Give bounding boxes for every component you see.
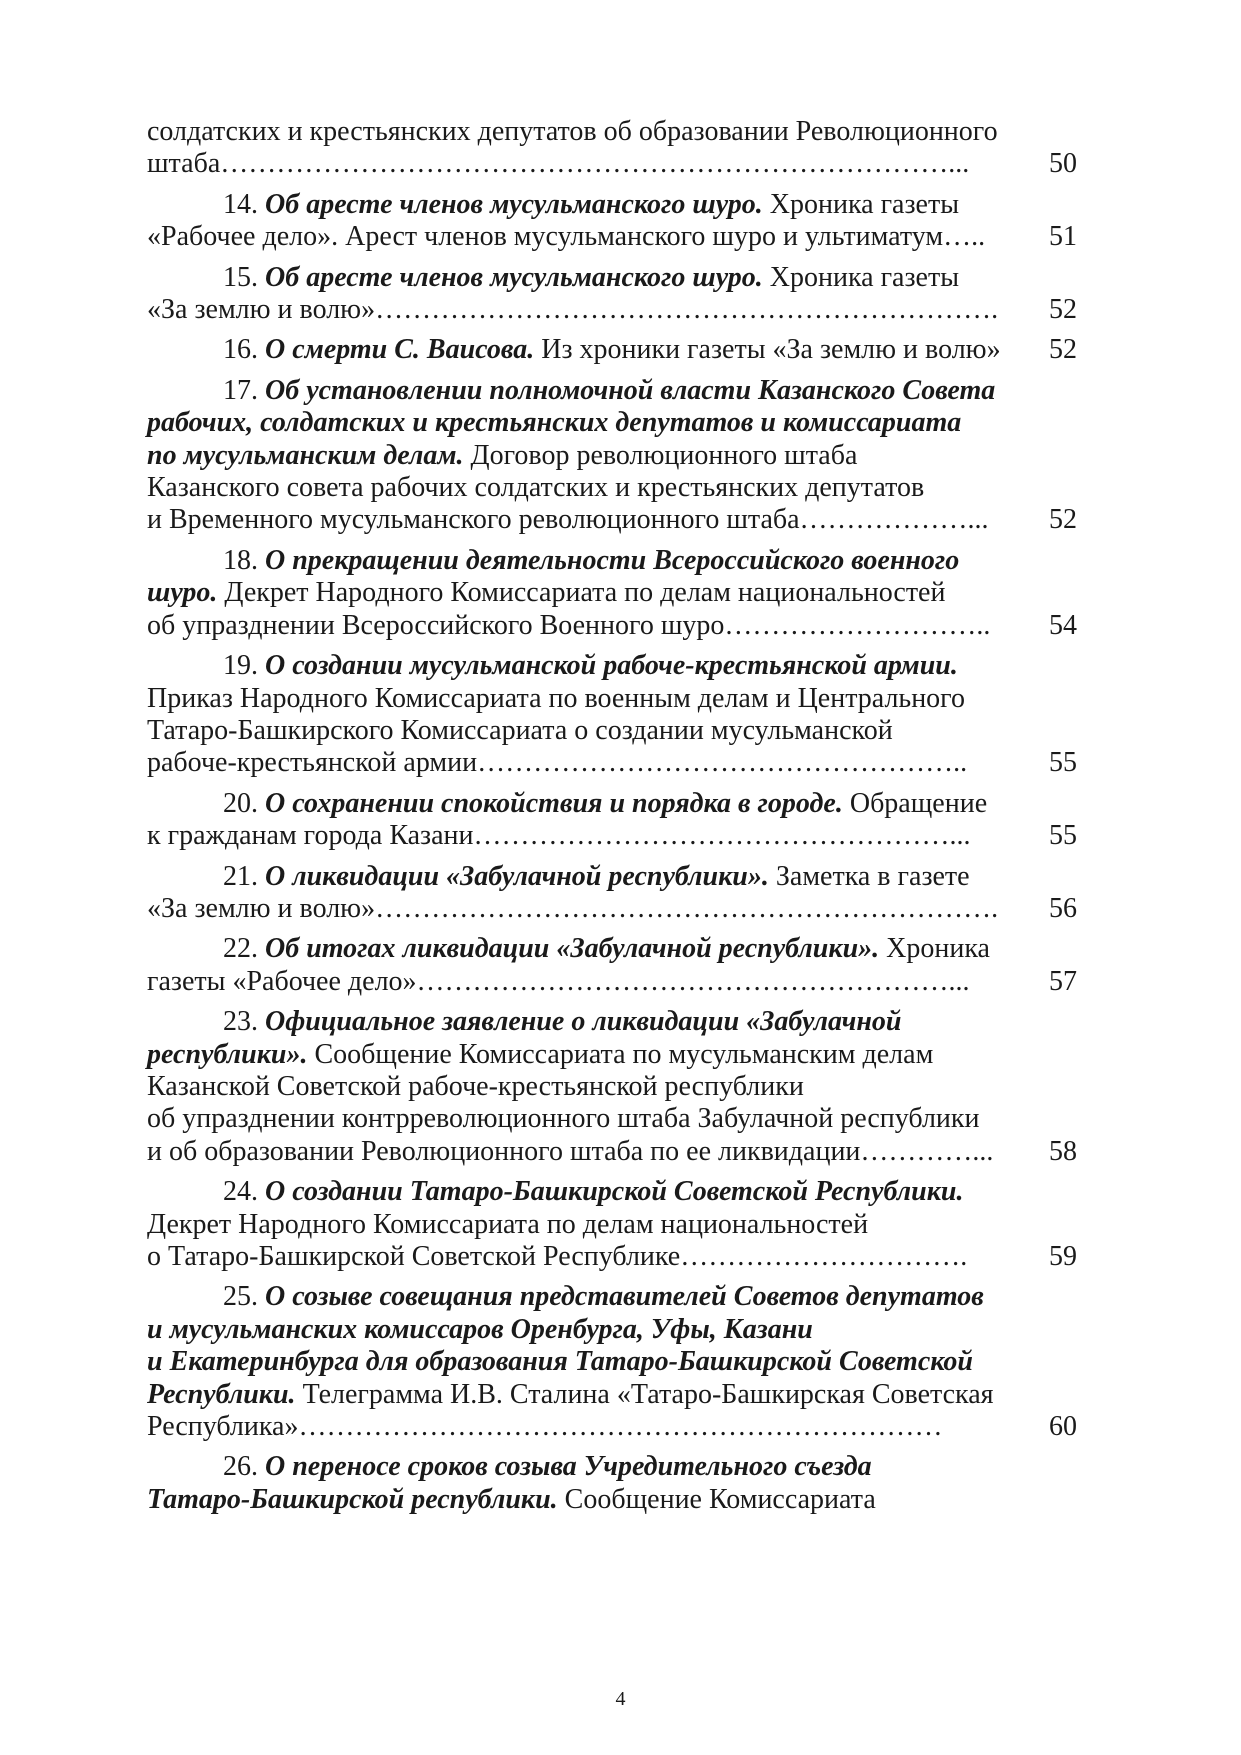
toc-entry-text (147, 1281, 1047, 1443)
toc-entry-number: 17. (223, 374, 265, 406)
toc-entry-page: 55 (1049, 747, 1077, 779)
toc-entry-number: 15. (223, 261, 265, 293)
toc-entry-page: 57 (1049, 965, 1077, 997)
toc-entry-description: Обращение к гражданам города Казани……………………………………………... (147, 787, 988, 852)
toc-entry-title: Об установлении полномочной власти Казанского Совета рабочих, солдатских и крестьянских депутатов и комиссариата по мусульманским делам. (147, 374, 996, 471)
toc-entry-text (147, 1176, 1047, 1273)
toc-entry (147, 1176, 1097, 1273)
toc-entry-page: 56 (1049, 892, 1077, 924)
toc-entry (147, 262, 1097, 327)
toc-entry-description: Из хроники газеты «За землю и волю» (534, 334, 1001, 366)
toc-entry-page: 54 (1049, 609, 1077, 641)
toc-entry-number: 22. (223, 933, 265, 965)
toc-entry-description: Хроника газеты «Рабочее дело». Арест членов мусульманского шуро и ультиматум….. (147, 188, 986, 253)
toc-entry-title: Об аресте членов мусульманского шуро. (265, 188, 763, 220)
toc-entry-title: О создании мусульманской рабоче-крестьянской армии. (265, 650, 958, 682)
toc-entry-number: 14. (223, 188, 265, 220)
toc-entry-number: 18. (223, 544, 265, 576)
toc-entry-number: 26. (223, 1451, 265, 1483)
toc-entry-number: 24. (223, 1176, 265, 1208)
toc-entry-page: 58 (1049, 1135, 1077, 1167)
toc-entry-description: солдатских и крестьянских депутатов об образовании Революционного штаба……………………………………………………………………... (147, 116, 998, 180)
toc-entry-text (147, 334, 1047, 366)
toc-entry-title: О создании Татаро-Башкирской Советской Республики. (265, 1176, 964, 1208)
toc-entry (147, 788, 1097, 853)
toc-entry-text (147, 545, 1047, 642)
toc-entry-title: О переносе сроков созыва Учредительного съезда Татаро-Башкирской республики. (147, 1451, 872, 1515)
toc-entry-text (147, 650, 1047, 780)
toc-entry (147, 650, 1097, 780)
toc-entry-page: 60 (1049, 1411, 1077, 1443)
toc-entry-page: 52 (1049, 294, 1077, 326)
toc-entry-number: 19. (223, 650, 265, 682)
toc-entry-page: 52 (1049, 504, 1077, 536)
toc-entry (147, 189, 1097, 254)
toc-entry-description: Телеграмма И.В. Сталина «Татаро-Башкирская Советская Республика»…………………………………………………………… (147, 1378, 994, 1443)
toc-entry-title: Об аресте членов мусульманского шуро. (265, 261, 763, 293)
toc-entry-text (147, 788, 1047, 853)
toc-entry-title: О прекращении деятельности Всероссийского военного шуро. (147, 544, 960, 609)
toc-entry-title: О ликвидации «Забулачной республики». (265, 860, 769, 892)
toc-entry (147, 334, 1097, 366)
toc-entry-text (147, 375, 1047, 537)
toc-entry-description: Договор революционного штаба Казанского совета рабочих солдатских и крестьянских депутатов и Временного мусульманского революционного штаба………………... (147, 439, 989, 536)
toc-entry (147, 545, 1097, 642)
toc-entry-number: 21. (223, 860, 265, 892)
toc-entry-number: 16. (223, 334, 265, 366)
toc-entry (147, 933, 1097, 998)
toc-entry-text (147, 861, 1047, 926)
toc-entry (147, 861, 1097, 926)
toc-entry (147, 375, 1097, 537)
toc-entry (147, 116, 1097, 181)
toc-entry-text (147, 1006, 1047, 1168)
toc-entry (147, 1006, 1097, 1168)
toc-entry-title: О сохранении спокойствия и порядка в городе. (265, 787, 843, 819)
toc-entry (147, 1281, 1097, 1443)
toc-entry-title: Об итогах ликвидации «Забулачной республики». (265, 933, 880, 965)
toc-entry-description: Заметка в газете «За землю и волю»…………………………………………………………. (147, 860, 999, 924)
page-number: 4 (615, 1688, 626, 1710)
toc-entry-text (147, 189, 1047, 254)
table-of-contents (147, 116, 1097, 1524)
toc-entry-description: Декрет Народного Комиссариата по делам национальностей о Татаро-Башкирской Советской Республике…………………………. (147, 1208, 968, 1272)
toc-entry-text (147, 1451, 1047, 1516)
toc-entry-text (147, 116, 1047, 181)
toc-entry (147, 1451, 1097, 1516)
toc-entry-text (147, 933, 1047, 998)
toc-entry-title: Официальное заявление о ликвидации «Забулачной республики». (147, 1006, 902, 1070)
toc-entry-page: 50 (1049, 148, 1077, 180)
toc-entry-description: Хроника газеты «Рабочее дело»…………………………………………………... (147, 933, 990, 997)
toc-entry-page: 59 (1049, 1241, 1077, 1272)
toc-entry-number: 23. (223, 1006, 265, 1038)
toc-entry-page: 51 (1049, 221, 1077, 253)
toc-entry-number: 20. (223, 787, 265, 819)
toc-entry-description: Приказ Народного Комиссариата по военным делам и Центрального Татаро-Башкирского Комиссариата о создании мусульманской рабоче-крестьянской армии…………………………………………….. (147, 682, 968, 779)
toc-entry-page: 55 (1049, 820, 1077, 852)
toc-entry-title: О созыве совещания представителей Советов депутатов и мусульманских комиссаров Оренбурга, Уфы, Казани и Екатеринбурга для образования Татаро-Башкирской Советской Республики. (147, 1281, 984, 1410)
toc-entry-page: 52 (1049, 334, 1077, 366)
toc-entry-description: Декрет Народного Комиссариата по делам национальностей об упразднении Всероссийского Военного шуро……………………….. (147, 577, 991, 641)
toc-entry-text (147, 262, 1047, 327)
toc-entry-description: Сообщение Комиссариата по мусульманским делам Казанской Советской рабоче-крестьянской республики об упразднении контрреволюционного штаба Забулачной республики и об образовании Революционного штаба по ее ликвидации…………... (147, 1038, 994, 1167)
toc-entry-description: Хроника газеты «За землю и волю»…………………………………………………………. (147, 261, 999, 326)
toc-entry-title: О смерти С. Ваисова. (265, 334, 535, 366)
toc-entry-number: 25. (223, 1281, 265, 1313)
toc-entry-description: Сообщение Комиссариата (557, 1483, 876, 1515)
